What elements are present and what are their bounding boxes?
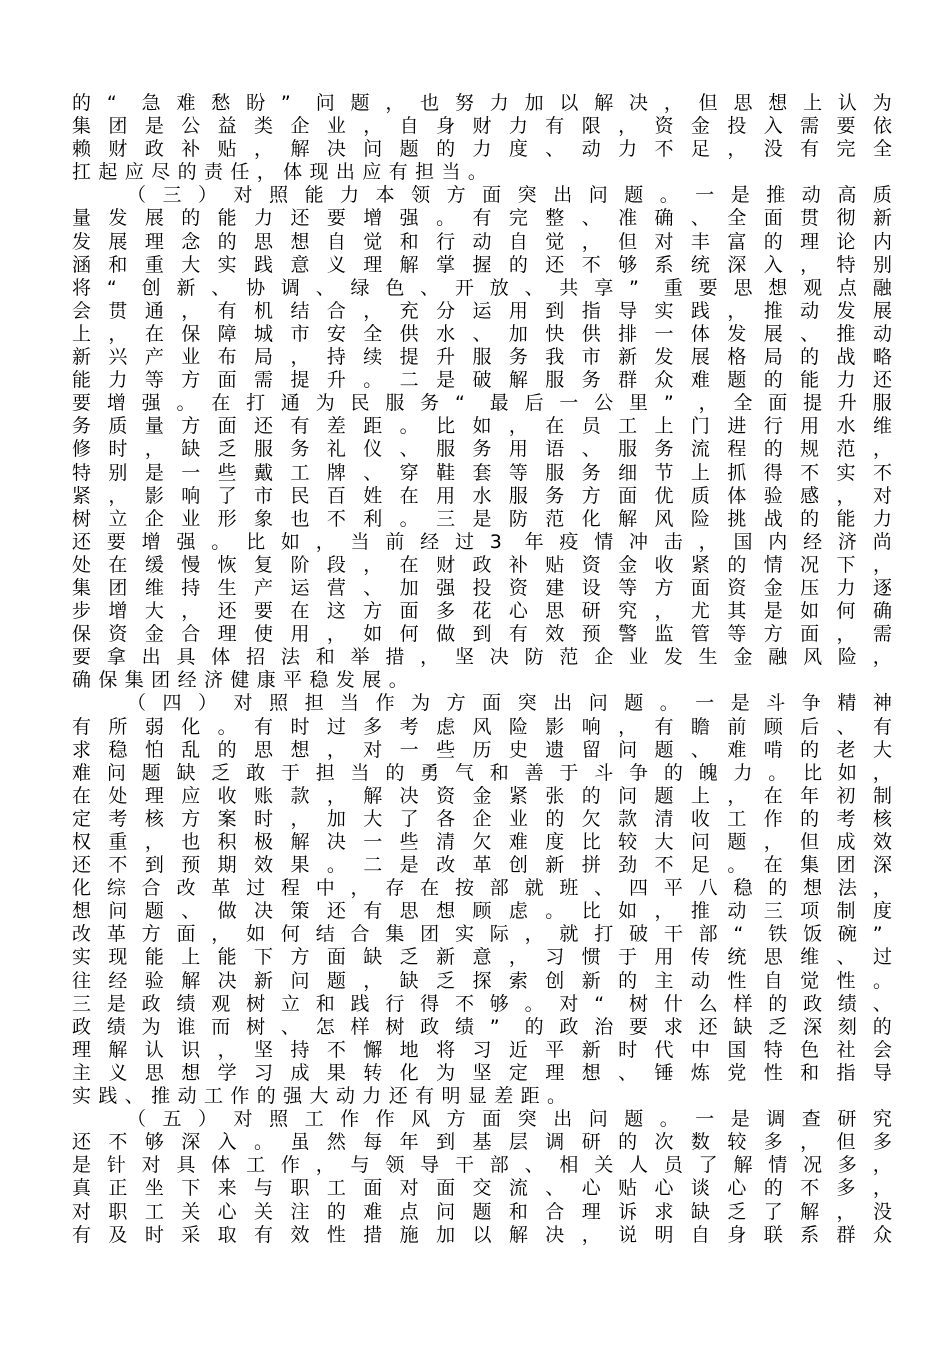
text-line: 的 “ 急 难 愁 盼 ” 问 题 ， 也 努 力 加 以 解 决 ， 但 思 想 上 认 为 [72, 92, 892, 114]
text-line: 新 兴 产 业 布 局 ， 持 续 提 升 服 务 我 市 新 发 展 格 局 的 战 略 [72, 346, 892, 369]
text-line: 改 革 方 面 ， 如 何 结 合 集 团 实 际 ， 就 打 破 干 部 “ 铁 饭 碗 ” [72, 923, 883, 946]
text-line: 能 力 等 方 面 需 提 升 。 二 是 破 解 服 务 群 众 难 题 的 能 力 还 [72, 369, 892, 392]
text-line: 定 考 核 方 案 时 ， 加 大 了 各 企 业 的 欠 款 清 收 工 作 的 考 核 [72, 807, 892, 830]
text-line: 权 重 ， 也 积 极 解 决 一 些 清 欠 难 度 比 较 大 问 题 ， 但 成 效 [72, 831, 892, 853]
text-line: 紧 ， 影 响 了 市 民 百 姓 在 用 水 服 务 方 面 优 质 体 验 感 ， 对 [72, 484, 892, 507]
text-line: 有 及 时 采 取 有 效 性 措 施 加 以 解 决 ， 说 明 自 身 联 系 群 众 [72, 1223, 892, 1246]
text-line: 确 保 集 团 经 济 健 康 平 稳 发 展 。 [72, 669, 408, 692]
text-line: 集 团 是 公 益 类 企 业 ， 自 身 财 力 有 限 ， 资 金 投 入 需 要 依 [72, 115, 892, 138]
text-line: 政 绩 为 谁 而 树 、 怎 样 树 政 绩 ” 的 政 治 要 求 还 缺 乏 深 刻 的 [72, 1015, 892, 1038]
text-line: 往 经 验 解 决 新 问 题 ， 缺 乏 探 索 创 新 的 主 动 性 自 觉 性 。 [72, 969, 892, 992]
text-line: 还 要 增 强 。 比 如 ， 当 前 经 过 3 年 疫 情 冲 击 ， 国 内 经 济 尚 [72, 530, 892, 553]
text-line: 主 义 思 想 学 习 成 果 转 化 为 坚 定 理 想 、 锤 炼 党 性 和 指 导 [72, 1061, 892, 1084]
text-line: 还 不 够 深 入 。 虽 然 每 年 到 基 层 调 研 的 次 数 较 多 ， 但 多 [72, 1131, 892, 1154]
text-line: 有 所 弱 化 。 有 时 过 多 考 虑 风 险 影 响 ， 有 瞻 前 顾 后 、 有 [72, 715, 892, 738]
text-line: 理 解 认 识 ， 坚 持 不 懈 地 将 习 近 平 新 时 代 中 国 特 色 社 会 [72, 1038, 892, 1061]
text-line: 上 ， 在 保 障 城 市 安 全 供 水 、 加 快 供 排 一 体 发 展 、 推 动 [72, 322, 892, 345]
text-line: 在 处 理 应 收 账 款 ， 解 决 资 金 紧 张 的 问 题 上 ， 在 年 初 制 [72, 784, 892, 807]
text-line: 实 践 、 推 动 工 作 的 强 大 动 力 还 有 明 显 差 距 。 [72, 1085, 567, 1108]
text-line: 集 团 维 持 生 产 运 营 、 加 强 投 资 建 设 等 方 面 资 金 压 力 逐 [72, 576, 892, 599]
text-line: 会 贯 通 ， 有 机 结 合 ， 充 分 运 用 到 指 导 实 践 ， 推 动 发 展 [72, 299, 892, 322]
text-line: 树 立 企 业 形 象 也 不 利 。 三 是 防 范 化 解 风 险 挑 战 的 能 力 [72, 507, 892, 530]
text-line: 务 质 量 方 面 还 有 差 距 。 比 如 ， 在 员 工 上 门 进 行 用 水 维 [72, 415, 892, 438]
text-line: 修 时 ， 缺 乏 服 务 礼 仪 、 服 务 用 语 、 服 务 流 程 的 规 范 ， [72, 438, 892, 461]
text-line: 要 拿 出 具 体 招 法 和 举 措 ， 坚 决 防 范 企 业 发 生 金 融 风 险 ， [72, 646, 892, 669]
text-line: 实 现 能 上 能 下 方 面 缺 乏 新 意 ， 习 惯 于 用 传 统 思 维 、 过 [72, 946, 892, 969]
text-line: 是 针 对 具 体 工 作 ， 与 领 导 干 部 、 相 关 人 员 了 解 情 况 多 ， [72, 1154, 892, 1177]
text-line: （ 五 ） 对 照 工 作 作 风 方 面 突 出 问 题 。 一 是 调 查 研 究 [127, 1108, 892, 1131]
text-line: 化 综 合 改 革 过 程 中 ， 存 在 按 部 就 班 、 四 平 八 稳 的 想 法 ， [72, 877, 892, 900]
text-line: 特 别 是 一 些 戴 工 牌 、 穿 鞋 套 等 服 务 细 节 上 抓 得 不 实 不 [72, 461, 892, 484]
text-line: 保 资 金 合 理 使 用 ， 如 何 做 到 有 效 预 警 监 管 等 方 面 ， 需 [72, 623, 892, 646]
text-line: 想 问 题 、 做 决 策 还 有 思 想 顾 虑 。 比 如 ， 推 动 三 项 制 度 [72, 900, 892, 923]
body-text [72, 92, 892, 1247]
text-line: 难 问 题 缺 乏 敢 于 担 当 的 勇 气 和 善 于 斗 争 的 魄 力 。 比 如 ， [72, 761, 892, 784]
text-line: 步 增 大 ， 还 要 在 这 方 面 多 花 心 思 研 究 ， 尤 其 是 如 何 确 [72, 600, 892, 623]
text-line: 扛 起 应 尽 的 责 任 ， 体 现 出 应 有 担 当 。 [72, 161, 487, 184]
text-line: 要 增 强 。 在 打 通 为 民 服 务 “ 最 后 一 公 里 ” ， 全 面 提 升 服 [72, 392, 892, 415]
text-line: 还 不 到 预 期 效 果 。 二 是 改 革 创 新 拼 劲 不 足 。 在 集 团 深 [72, 854, 892, 877]
text-line: 将 “ 创 新 、 协 调 、 绿 色 、 开 放 、 共 享 ” 重 要 思 想 观 点 融 [72, 276, 892, 299]
text-line: 三 是 政 绩 观 树 立 和 践 行 得 不 够 。 对 “ 树 什 么 样 的 政 绩 、 [72, 992, 892, 1015]
text-line: 量 发 展 的 能 力 还 要 增 强 。 有 完 整 、 准 确 、 全 面 贯 彻 新 [72, 207, 892, 230]
text-line: 处 在 缓 慢 恢 复 阶 段 ， 在 财 政 补 贴 资 金 收 紧 的 情 况 下 ， [72, 553, 892, 576]
text-line: 求 稳 怕 乱 的 思 想 ， 对 一 些 历 史 遗 留 问 题 、 难 啃 的 老 大 [72, 738, 892, 761]
text-line: 赖 财 政 补 贴 ， 解 决 问 题 的 力 度 、 动 力 不 足 ， 没 有 完 全 [72, 138, 892, 161]
text-line: 真 正 坐 下 来 与 职 工 面 对 面 交 流 、 心 贴 心 谈 心 的 不 多 ， [72, 1177, 892, 1200]
text-line: 对 职 工 关 心 关 注 的 难 点 问 题 和 合 理 诉 求 缺 乏 了 解 ， 没 [72, 1200, 892, 1223]
text-line: 涵 和 重 大 实 践 意 义 理 解 掌 握 的 还 不 够 系 统 深 入 ， 特 别 [72, 253, 892, 276]
text-line: （ 三 ） 对 照 能 力 本 领 方 面 突 出 问 题 。 一 是 推 动 高 质 [127, 184, 892, 207]
text-line: 发 展 理 念 的 思 想 自 觉 和 行 动 自 觉 ， 但 对 丰 富 的 理 论 内 [72, 230, 892, 253]
text-line: （ 四 ） 对 照 担 当 作 为 方 面 突 出 问 题 。 一 是 斗 争 精 神 [127, 692, 892, 715]
